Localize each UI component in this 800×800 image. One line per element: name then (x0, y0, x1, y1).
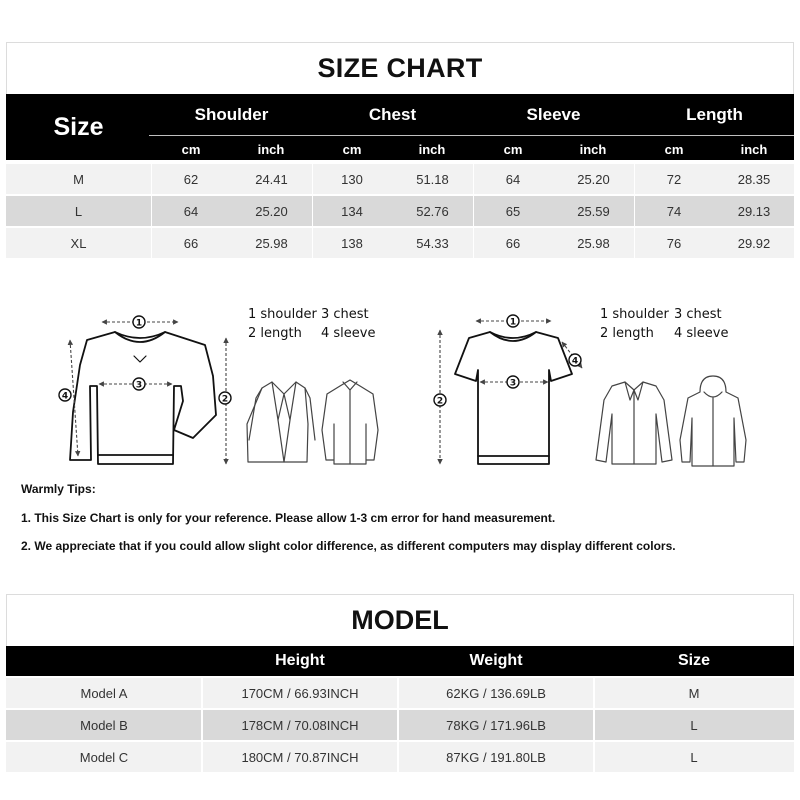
model-row (6, 742, 794, 772)
size-cell: XL (70, 235, 87, 251)
marker-label: 1 (135, 318, 143, 329)
model-title: MODEL (6, 594, 794, 646)
weight-cell: 87KG / 191.80LB (446, 749, 546, 765)
model-row (6, 678, 794, 708)
legend-item: 2 length (600, 326, 654, 341)
legend-item: 1 shoulder (248, 307, 317, 322)
measurement-cell: 54.33 (416, 235, 449, 251)
unit-header: cm (664, 141, 684, 157)
height-cell: 180CM / 70.87INCH (241, 749, 359, 765)
unit-header: inch (740, 141, 768, 157)
model-name-header (6, 646, 202, 676)
measurement-cell: 25.20 (255, 203, 288, 219)
unit-header: cm (181, 141, 201, 157)
header-divider (149, 135, 794, 136)
model-row (6, 710, 794, 740)
tshirt-diagram (455, 332, 572, 464)
legend-item: 3 chest (674, 307, 722, 322)
measurement-cell: 25.20 (577, 171, 610, 187)
unit-header: inch (418, 141, 446, 157)
shoulder-header: Shoulder (194, 105, 269, 124)
measurement-cell: 134 (341, 203, 363, 219)
size-column-header: Size (53, 112, 104, 141)
legend-item: 1 shoulder (600, 307, 669, 322)
measurement-cell: 76 (666, 235, 682, 251)
model-size-cell: M (688, 685, 700, 701)
weight-cell: 62KG / 136.69LB (446, 685, 546, 701)
measurement-cell: 64 (183, 203, 199, 219)
marker-label: 4 (571, 356, 579, 367)
model-name-cell: Model A (80, 685, 128, 701)
tip-item: 1. This Size Chart is only for your reference. Please allow 1-3 cm error for hand measurement. (21, 511, 556, 525)
legend-item: 4 sleeve (321, 326, 376, 341)
blazer-diagram (247, 382, 315, 462)
length-header: Length (686, 105, 743, 124)
measurement-cell: 66 (183, 235, 199, 251)
marker-label: 2 (221, 394, 229, 405)
measurement-cell: 51.18 (416, 171, 449, 187)
size-chart-header (6, 94, 794, 160)
size-row (6, 196, 794, 226)
height-cell: 178CM / 70.08INCH (241, 717, 359, 733)
model-size-cell: L (690, 749, 698, 765)
unit-header: inch (579, 141, 607, 157)
chest-header: Chest (368, 105, 417, 124)
legend-item: 2 length (248, 326, 302, 341)
measurement-cell: 28.35 (737, 171, 771, 187)
weight-cell: 78KG / 171.96LB (446, 717, 546, 733)
measurement-cell: 130 (341, 171, 363, 187)
model-size-cell: L (690, 717, 698, 733)
shirt-diagram (596, 382, 672, 464)
measurement-cell: 52.76 (416, 203, 449, 219)
sleeve-header: Sleeve (526, 105, 581, 124)
marker-label: 3 (509, 378, 517, 389)
weight-header: Weight (469, 652, 523, 669)
unit-header: cm (503, 141, 523, 157)
size-row (6, 164, 794, 194)
size-row (6, 228, 794, 258)
measurement-cell: 138 (341, 235, 363, 251)
measurement-cell: 66 (505, 235, 521, 251)
marker-label: 3 (135, 380, 143, 391)
height-header: Height (275, 652, 325, 669)
measurement-cell: 25.98 (255, 235, 288, 251)
legend-item: 4 sleeve (674, 326, 729, 341)
marker-label: 1 (509, 317, 517, 328)
marker-label: 4 (61, 391, 69, 402)
model-name-cell: Model C (79, 749, 129, 765)
measurement-cell: 25.59 (577, 203, 610, 219)
sweatshirt-diagram (70, 332, 216, 464)
measurement-cell: 29.13 (737, 203, 771, 219)
jacket-diagram (322, 380, 378, 464)
hoodie-diagram (680, 376, 746, 466)
size-cell: M (73, 171, 84, 187)
size-chart-title: SIZE CHART (6, 42, 794, 94)
legend-item: 3 chest (321, 307, 369, 322)
tip-item: 2. We appreciate that if you could allow slight color difference, as different computers may display different colors. (21, 539, 676, 553)
measurement-cell: 25.98 (577, 235, 610, 251)
tips-heading: Warmly Tips: (21, 482, 96, 496)
model-name-cell: Model B (80, 717, 128, 733)
measurement-cell: 65 (505, 203, 521, 219)
measurement-cell: 24.41 (255, 171, 288, 187)
measurement-cell: 29.92 (737, 235, 771, 251)
measurement-cell: 74 (666, 203, 682, 219)
measurement-cell: 72 (666, 171, 682, 187)
size-header: Size (677, 652, 710, 669)
model-header (6, 646, 794, 676)
measurement-cell: 64 (505, 171, 521, 187)
marker-label: 2 (436, 396, 444, 407)
measurement-cell: 62 (183, 171, 199, 187)
height-cell: 170CM / 66.93INCH (241, 685, 359, 701)
size-cell: L (74, 203, 83, 219)
unit-header: cm (342, 141, 362, 157)
unit-header: inch (257, 141, 285, 157)
